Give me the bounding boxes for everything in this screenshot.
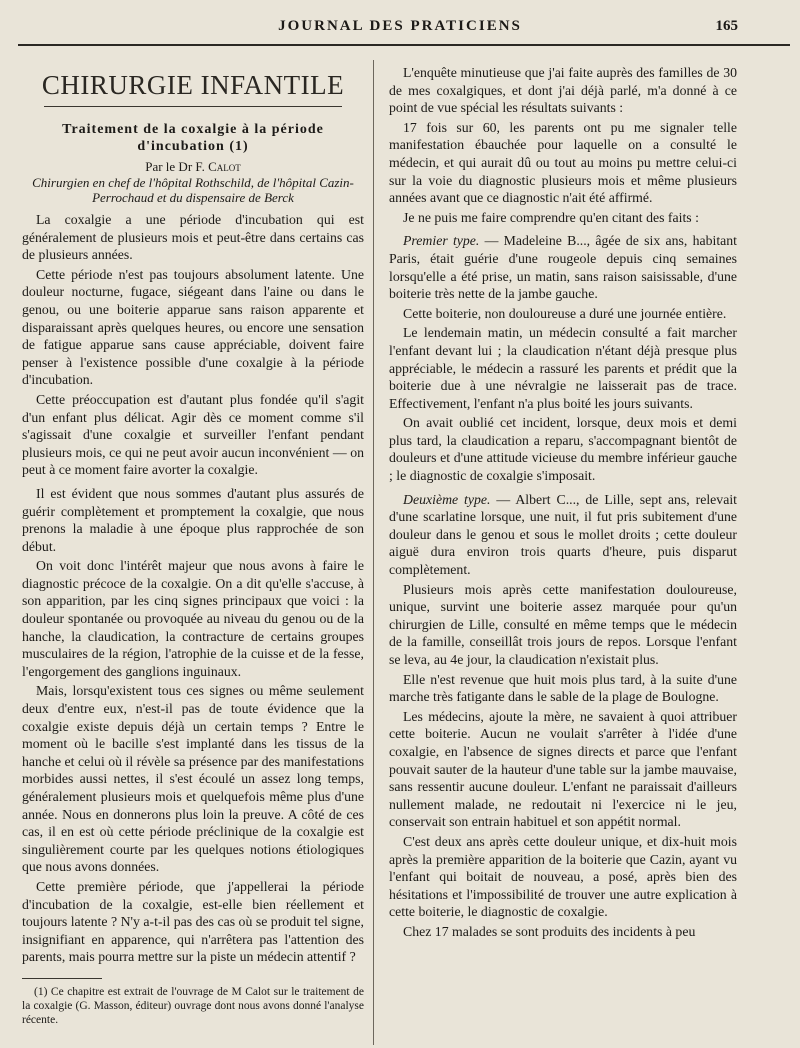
page-number: 165	[715, 18, 738, 34]
case-paragraph	[389, 491, 737, 579]
section-title-rule	[44, 106, 342, 107]
paragraph: Cette préoccupation est d'autant plus fondée qu'il s'agit d'un enfant plus délicat. Agir dès ce moment comme s'il s'agissait d'une coxalgie et surveiller l'enfant pendant plusieurs mois, ce qui ne peut avoir aucun inconvénient — on peut à ce moment faire avorter la coxalgie.	[22, 391, 364, 478]
column-divider	[373, 60, 374, 1045]
paragraph: Chez 17 malades se sont produits des incidents à peu	[403, 923, 696, 939]
case-text: — Albert C..., de Lille, sept ans, relevait d'une scarlatine lorsque, une nuit, il fut pris subitement d'une douleur dans le genou et sous le mollet droits ; cette douleur aiguë dura environ trois quarts d'heure, puis disparut complètement.	[389, 491, 737, 578]
byline-prefix: Par le Dr F.	[145, 159, 205, 174]
paragraph: Plusieurs mois après cette manifestation douloureuse, unique, survint une boiterie assez marquée pour qu'un chirurgien de Lille, consulté en même temps que le médecin de la famille, conseillât trois jours de repos. Lorsque l'enfant se leva, au 4e jour, la claudication n'existait plus.	[389, 581, 737, 667]
paragraph: Il est évident que nous sommes d'autant plus assurés de guérir complètement et promptement la coxalgie, que nous prenons la maladie à une époque plus rapprochée de son début.	[22, 485, 364, 554]
paragraph: Mais, lorsqu'existent tous ces signes ou même seulement deux d'entre eux, n'est-il pas de toute évidence que la coxalgie existe depuis déjà un certain temps ? Entre le moment où le bacille s'est implanté dans les tissus de la hanche et celui où il révèle sa présence par des manifestations morbides aussi nettes, il s'est écoulé un assez long temps, généralement plusieurs mois et quelquefois même plus d'une année. Nous en donnerons plus loin la preuve. A côté de ces cas, il en est où cette période préclinique de la coxalgie est singulièrement courte par les quelques notions étiologiques que nous avons données.	[22, 683, 364, 875]
footnote: (1) Ce chapitre est extrait de l'ouvrage de M Calot sur le traitement de la coxalgie (G. Masson, éditeur) ouvrage dont nous avons donné l'analyse récente.	[22, 985, 364, 1026]
paragraph: La coxalgie a une période d'incubation qui est généralement de plusieurs mois et peut-être dans certains cas de plusieurs années.	[22, 212, 364, 263]
case-label: Premier type.	[403, 233, 480, 249]
case-text: — Madeleine B..., âgée de six ans, habitant Paris, était guérie d'une rougeole depuis cinq semaines lorsqu'elle a été prise, un matin, sans raison saisissable, d'une boiterie très nette de la jambe gauche.	[389, 233, 738, 302]
left-column	[22, 64, 364, 1027]
paragraph: On voit donc l'intérêt majeur que nous avons à faire le diagnostic précoce de la coxalgie. On a dit qu'elle s'accuse, à son apparition, par les cinq signes principaux que voici : la douleur spontanée ou provoquée au niveau du genou ou de la hanche, la claudication, la contracture de certains groupes musculaires de la région, l'atrophie de la cuisse et de la fesse, l'engorgement des ganglions inguinaux.	[22, 558, 364, 679]
author-affiliation: Chirurgien en chef de l'hôpital Rothschild, de l'hôpital Cazin-Perrochaud et du dispensaire de Berck	[32, 175, 354, 205]
paragraph: Je ne puis me faire comprendre qu'en citant des faits :	[403, 209, 699, 225]
paragraph: L'enquête minutieuse que j'ai faite auprès des familles de 30 de mes coxalgiques, et dont j'ai déjà parlé, m'a donné à ce point de vue spécial les résultats suivants :	[389, 65, 737, 116]
byline	[22, 159, 364, 175]
right-column	[389, 64, 737, 943]
paragraph: Les médecins, ajoute la mère, ne savaient à quoi attribuer cette boiterie. Aucun ne voulait s'arrêter à l'idée d'une coxalgie, en l'absence de signes directs et parce que l'enfant pouvait sauter de la hauteur d'une table sur la jambe mauvaise, sans ressentir aucune douleur. L'enfant ne paraissait d'ailleurs nullement malade, ne redoutait ni l'exercice ni le jeu, conservait son entrain habituel et son appétit normal.	[389, 708, 737, 830]
journal-title: JOURNAL DES PRATICIENS	[278, 18, 522, 34]
section-title: CHIRURGIE INFANTILE	[41, 70, 345, 100]
header-rule	[18, 44, 790, 46]
case-paragraph	[389, 232, 737, 302]
paragraph: Elle n'est revenue que huit mois plus tard, à la suite d'une marche très fatigante dans le sable de la plage de Boulogne.	[389, 671, 737, 705]
running-head	[0, 14, 800, 38]
article-title: Traitement de la coxalgie à la période d'incubation (1)	[62, 122, 324, 154]
paragraph: On avait oublié cet incident, lorsque, deux mois et demi plus tard, la claudication a reparu, s'accompagnant bientôt de douleurs et d'une attitude vicieuse du membre inférieur gauche ; le diagnostic de coxalgie s'imposait.	[389, 415, 737, 484]
footnote-rule	[22, 978, 102, 979]
case-label: Deuxième type.	[403, 491, 491, 507]
paragraph: Le lendemain matin, un médecin consulté a fait marcher l'enfant devant lui ; la claudication n'étant déjà presque plus appréciable, le médecin a rassuré les parents et prédit que la boiterie due à une névralgie ne laisserait pas de trace. Effectivement, l'enfant n'a plus boité les jours suivants.	[389, 325, 737, 411]
paragraph: C'est deux ans après cette douleur unique, et dix-huit mois après la première apparition de la boiterie que Cazin, ayant vu l'enfant qui boitait de nouveau, a posé, après bien des hésitations et l'impossibilité de trouver une autre explication à cette boiterie, le diagnostic de coxalgie.	[389, 833, 737, 920]
paragraph: Cette boiterie, non douloureuse a duré une journée entière.	[403, 305, 727, 321]
paragraph: Cette période n'est pas toujours absolument latente. Une douleur nocturne, fugace, siégeant dans l'aine ou dans le genou, ou une boiterie apparue sans raison apparente et disparaissant après quelques heures, ou encore une sensation de fatigue apparue sans cause appréciable, doivent faire penser à l'existence possible d'une coxalgie à la période d'incubation.	[22, 266, 364, 388]
paragraph: 17 fois sur 60, les parents ont pu me signaler telle manifestation ébauchée pour laquelle on a consulté le médecin, et qui aurait dû ou tout au moins pu mettre celui-ci sur la voie du diagnostic plusieurs mois et même plusieurs années avant que ce diagnostic n'ait été affirmé.	[389, 119, 737, 206]
author-name: Calot	[208, 159, 241, 174]
paragraph: Cette première période, que j'appellerai la période d'incubation de la coxalgie, est-elle bien réellement et toujours latente ? N'y a-t-il pas des cas où se produit tel signe, insignifiant en apparence, qui n'arrêtera pas l'attention des parents, mais pourra mettre sur la piste un médecin attentif ?	[22, 878, 364, 965]
